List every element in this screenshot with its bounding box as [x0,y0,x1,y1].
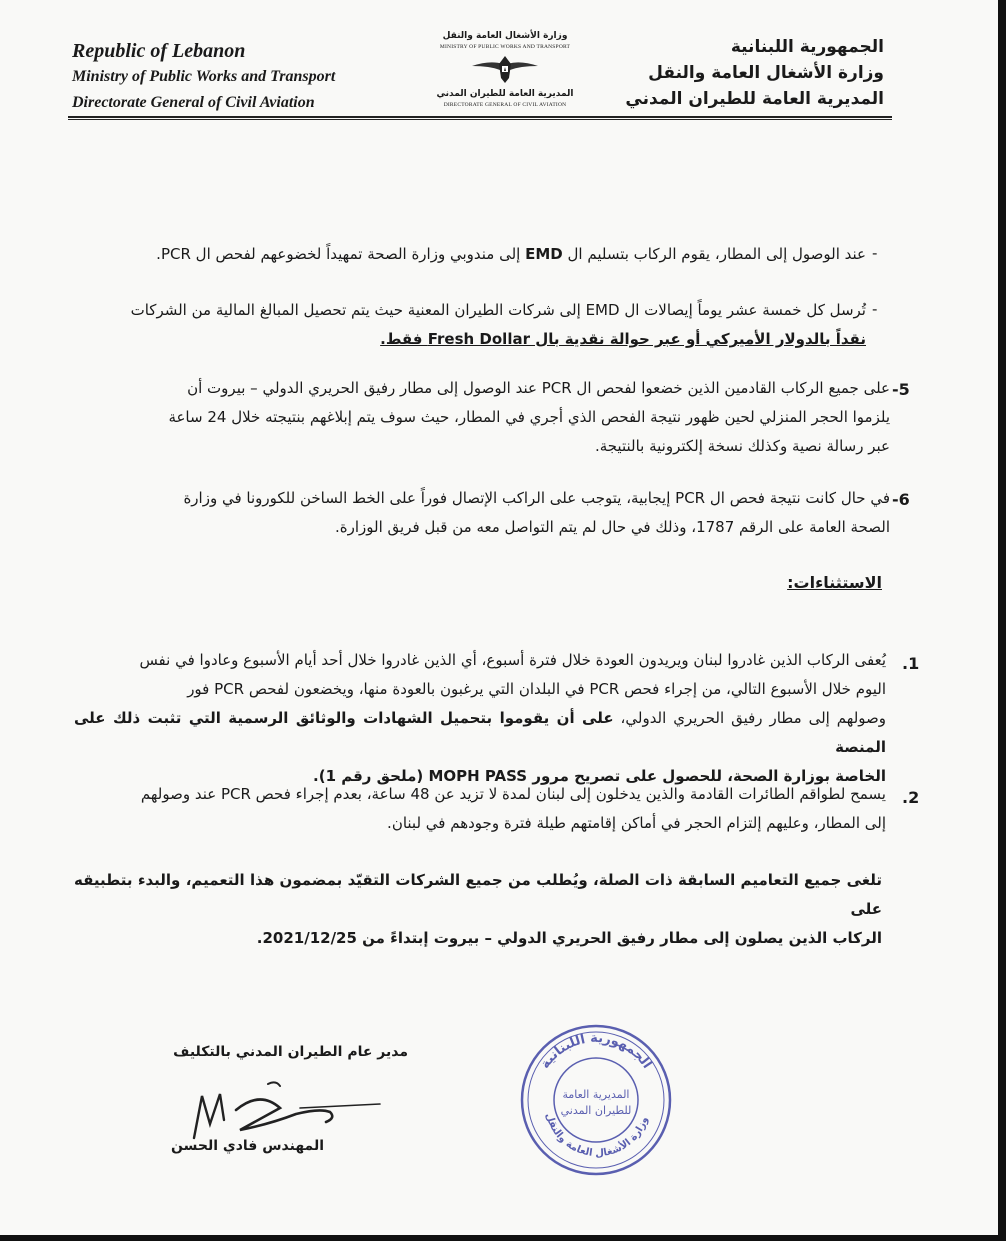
item-5-paragraph [78,374,890,461]
bullet-1-text-bold: EMD [525,245,563,263]
closing-line2: الركاب الذين يصلون إلى مطار رفيق الحريري الدولي – بيروت إبتداءً من 2021/12/25. [256,929,882,947]
official-stamp [516,1020,676,1180]
exception-1-number: .1 [902,654,920,673]
aviation-emblem-icon [470,52,540,86]
exception-1-line4: الخاصة بوزارة الصحة، للحصول على تصريح مرور MOPH PASS (ملحق رقم 1). [313,767,886,785]
item-6-paragraph [78,484,890,542]
logo-arabic-top: وزارة الأشغال العامة والنقل [442,31,568,41]
item-5-line2: يلزموا الحجر المنزلي لحين ظهور نتيجة الفحص الذي أجري في المطار، حيث سوف يتم إبلاغهم بنتيجته خلال 24 ساعة [168,408,890,426]
bullet-1-text-pre: عند الوصول إلى المطار، يقوم الركاب بتسليم ال [562,245,866,263]
item-5-line1: على جميع الركاب القادمين الذين خضعوا لفحص ال PCR عند الوصول إلى مطار رفيق الحريري الدولي – بيروت أن [187,379,890,397]
exception-2-number: .2 [902,788,920,807]
exception-2-line2: إلى المطار، وعليهم إلتزام الحجر في أماكن إقامتهم طيلة فترة وجودهم في لبنان. [387,814,886,832]
scan-border-bottom [0,1235,1006,1241]
exception-1-line2: اليوم خلال الأسبوع التالي، من إجراء فحص PCR في البلدان التي يرغبون بالعودة منها، ويخضعون لفحص PCR فور [187,680,886,698]
stamp-bottom-text: وزارة الأشغال العامة والنقل [543,1111,651,1160]
header-english [72,38,335,116]
scan-border-right [998,0,1006,1241]
stamp-outer-text: الجمهورية اللبنانية [537,1030,655,1072]
stamp-inner-line2: للطيران المدني [560,1104,632,1117]
header-en-directorate: Directorate General of Civil Aviation [72,94,315,111]
bullet-2-line1: تُرسل كل خمسة عشر يوماً إيصالات ال EMD إلى شركات الطيران المعنية حيث يتم تحصيل المبالغ المالية من الشركات [130,301,866,319]
bullet-emd-receipts [76,296,866,354]
header-ar-republic: الجمهورية اللبنانية [730,37,884,57]
header-en-ministry: Ministry of Public Works and Transport [72,68,336,85]
stamp-inner-line1: المديرية العامة [562,1088,630,1101]
header-arabic [625,34,884,112]
bullet-emd-delivery [76,240,866,269]
logo-arabic-bottom: المديرية العامة للطيران المدني [436,89,574,99]
signatory-name: المهندس فادي الحسن [171,1138,324,1154]
exception-1-paragraph [74,646,886,791]
exception-2-line1: يسمح لطواقم الطائرات القادمة والذين يدخلون إلى لبنان لمدة لا تزيد عن 48 ساعة، بعدم إجراء فحص PCR عند وصولهم [140,785,886,803]
closing-paragraph [74,866,882,953]
logo-english-bottom: DIRECTORATE GENERAL OF CIVIL AVIATION [443,102,567,108]
exception-1-line1: يُعفى الركاب الذين غادروا لبنان ويريدون العودة خلال فترة أسبوع، أي الذين غادروا خلال أحد أيام الأسبوع وعادوا في نفس [139,651,886,669]
bullet-1-text-post: إلى مندوبي وزارة الصحة تمهيداً لخضوعهم لفحص ال PCR. [156,245,526,263]
item-6-line1: في حال كانت نتيجة فحص ال PCR إيجابية، يتوجب على الراكب الإتصال فوراً على الخط الساخن للكورونا في وزارة [183,489,890,507]
item-6-number: -6 [892,490,910,509]
bullet-dash: - [872,244,878,262]
logo-english-top: MINISTRY OF PUBLIC WORKS AND TRANSPORT [439,44,571,50]
exception-1-line3 [74,704,886,762]
item-5-line3: عبر رسالة نصية وكذلك نسخة إلكترونية بالنتيجة. [594,437,890,455]
bullet-2-line2: نقداً بالدولار الأميركي أو عبر حوالة نقدية بال Fresh Dollar فقط. [380,330,866,348]
item-5-number: -5 [892,380,910,399]
bullet-dash: - [872,300,878,318]
item-6-line2: الصحة العامة على الرقم 1787، وذلك في حال لم يتم التواصل معه من قبل فريق الوزارة. [334,518,890,536]
handwritten-signature [180,1080,400,1140]
header-ar-directorate: المديرية العامة للطيران المدني [625,89,884,109]
exception-2-paragraph [74,780,886,838]
header-en-republic: Republic of Lebanon [72,40,246,62]
signatory-title: مدير عام الطيران المدني بالتكليف [173,1044,408,1060]
ministry-logo [412,30,598,122]
exception-1-line3-pre: وصولهم إلى مطار رفيق الحريري الدولي، [613,709,886,727]
exception-1-line3-bold: على أن يقوموا بتحميل الشهادات والوثائق الرسمية التي تثبت ذلك على المنصة [74,709,886,756]
header-ar-ministry: وزارة الأشغال العامة والنقل [648,63,884,83]
header-rule [68,116,892,118]
header-rule-thin [68,119,892,120]
closing-line1: تلغى جميع التعاميم السابقة ذات الصلة، ويُطلب من جميع الشركات التقيّد بمضمون هذا التعميم، والبدء بتطبيقه على [74,871,882,918]
exceptions-heading: الاستثناءات: [787,573,882,592]
